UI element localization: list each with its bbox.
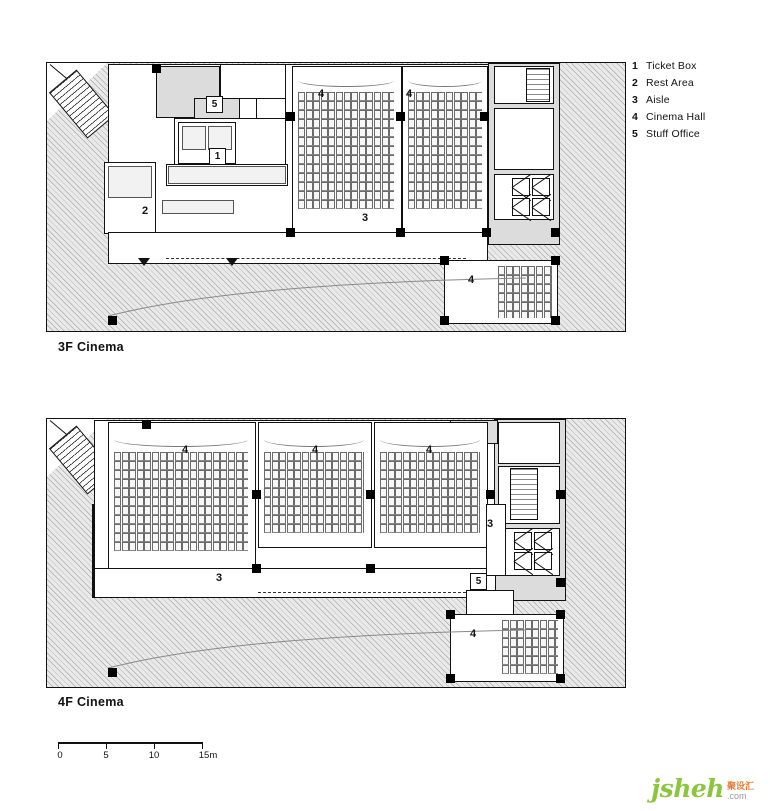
scale-label: 15m	[198, 750, 218, 761]
scale-tick	[106, 742, 107, 749]
elevator-b-4f	[534, 532, 552, 550]
corridor-wall-left-4f	[92, 504, 95, 598]
shelf-row-3f	[162, 200, 234, 214]
tag-cinema-hall-annex-4f: 4	[470, 628, 477, 640]
scale-bar-line	[58, 742, 203, 744]
column	[446, 610, 455, 619]
scale-label: 0	[57, 750, 63, 761]
seats-hall-b-4f	[264, 452, 364, 538]
counter-2-3f	[208, 126, 232, 150]
column	[486, 490, 495, 499]
watermark	[651, 776, 754, 801]
scale-label: 10	[148, 750, 160, 761]
scale-label: 5	[103, 750, 109, 761]
column	[252, 490, 261, 499]
column	[108, 316, 117, 325]
tag-cinema-hall-b-4f: 4	[312, 444, 319, 456]
seats-hall-c-4f	[380, 452, 480, 538]
column	[286, 112, 295, 121]
tag-aisle-side-4f: 3	[487, 518, 494, 530]
tag-cinema-hall-c-4f: 4	[426, 444, 433, 456]
elevator-b-3f	[532, 178, 550, 196]
column	[480, 112, 489, 121]
screen-curve-b-3f	[408, 74, 482, 87]
legend-item	[632, 128, 762, 145]
aisle-corridor-3f	[108, 232, 488, 264]
legend-item-label: Ticket Box	[646, 60, 697, 72]
tag-ticket-box-3f: 1	[209, 148, 226, 165]
aisle-corridor-4f	[94, 568, 496, 598]
legend	[632, 60, 762, 145]
scale-tick	[154, 742, 155, 749]
watermark-chinese-text: 聚设汇	[726, 781, 754, 792]
column	[446, 674, 455, 683]
screen-curve-a-4f	[114, 432, 248, 447]
legend-item-label: Cinema Hall	[646, 111, 706, 123]
concession-unit-3f	[168, 166, 286, 184]
seats-hall-b-3f	[408, 92, 482, 222]
column	[396, 228, 405, 237]
seats-hall-a-4f	[114, 452, 248, 564]
elevator-d-3f	[532, 198, 550, 216]
scale-tick	[58, 742, 59, 749]
legend-item-label: Stuff Office	[646, 128, 700, 140]
legend-item-number: 3	[632, 94, 638, 106]
side-aisle-4f	[486, 504, 506, 576]
elevator-d-4f	[534, 552, 552, 570]
elevator-a-4f	[514, 532, 532, 550]
core-room-b-3f	[494, 108, 554, 170]
column	[396, 112, 405, 121]
tag-rest-area-3f: 2	[142, 205, 149, 217]
tag-aisle-main-4f: 3	[216, 572, 223, 584]
corridor-dash-3f	[166, 258, 466, 259]
column	[440, 316, 449, 325]
tag-cinema-hall-a-4f: 4	[182, 444, 189, 456]
core-room-a-4f	[498, 422, 560, 464]
column	[556, 578, 565, 587]
plan-title-4f: 4F Cinema	[58, 695, 124, 709]
column	[152, 64, 161, 73]
core-stair-3f	[526, 68, 550, 102]
column	[556, 674, 565, 683]
column	[556, 610, 565, 619]
column	[556, 490, 565, 499]
legend-item-label: Rest Area	[646, 77, 694, 89]
legend-item	[632, 111, 762, 128]
watermark-domain-text: .com	[726, 790, 747, 801]
column	[252, 564, 261, 573]
elevator-c-4f	[514, 552, 532, 570]
scale-tick	[202, 742, 203, 749]
column	[551, 256, 560, 265]
column	[440, 256, 449, 265]
tag-aisle-3f: 3	[362, 212, 369, 224]
legend-item-number: 5	[632, 128, 638, 140]
floor-plan-4f	[46, 408, 626, 678]
column	[286, 228, 295, 237]
elevator-c-3f	[512, 198, 530, 216]
column	[366, 490, 375, 499]
tag-cinema-hall-a-3f: 4	[318, 88, 325, 100]
tag-stuff-office-3f: 5	[206, 96, 223, 113]
office-annex-4f	[466, 590, 514, 616]
legend-item	[632, 94, 762, 111]
column	[108, 668, 117, 677]
column	[366, 564, 375, 573]
corridor-dash-4f	[258, 592, 466, 593]
core-stair-4f	[510, 468, 538, 520]
floor-plan-3f	[46, 52, 626, 322]
column	[482, 228, 491, 237]
column	[142, 420, 151, 429]
rest-seating-3f	[108, 166, 152, 198]
column	[551, 228, 560, 237]
screen-curve-a-3f	[298, 74, 394, 87]
legend-item-number: 1	[632, 60, 638, 72]
legend-item	[632, 77, 762, 94]
plan-title-3f: 3F Cinema	[58, 340, 124, 354]
elevator-a-3f	[512, 178, 530, 196]
legend-item-number: 4	[632, 111, 638, 123]
column	[551, 316, 560, 325]
counter-3f	[182, 126, 206, 150]
tag-stuff-office-4f: 5	[470, 573, 487, 590]
watermark-side	[727, 782, 754, 801]
watermark-logo-text: jsheh	[651, 774, 724, 803]
tag-cinema-hall-b-3f: 4	[406, 88, 413, 100]
seats-hall-a-3f	[298, 92, 394, 222]
legend-item-number: 2	[632, 77, 638, 89]
service-room-3-3f	[220, 64, 286, 100]
legend-item-label: Aisle	[646, 94, 670, 106]
tag-cinema-hall-annex-3f: 4	[468, 274, 475, 286]
legend-item	[632, 60, 762, 77]
